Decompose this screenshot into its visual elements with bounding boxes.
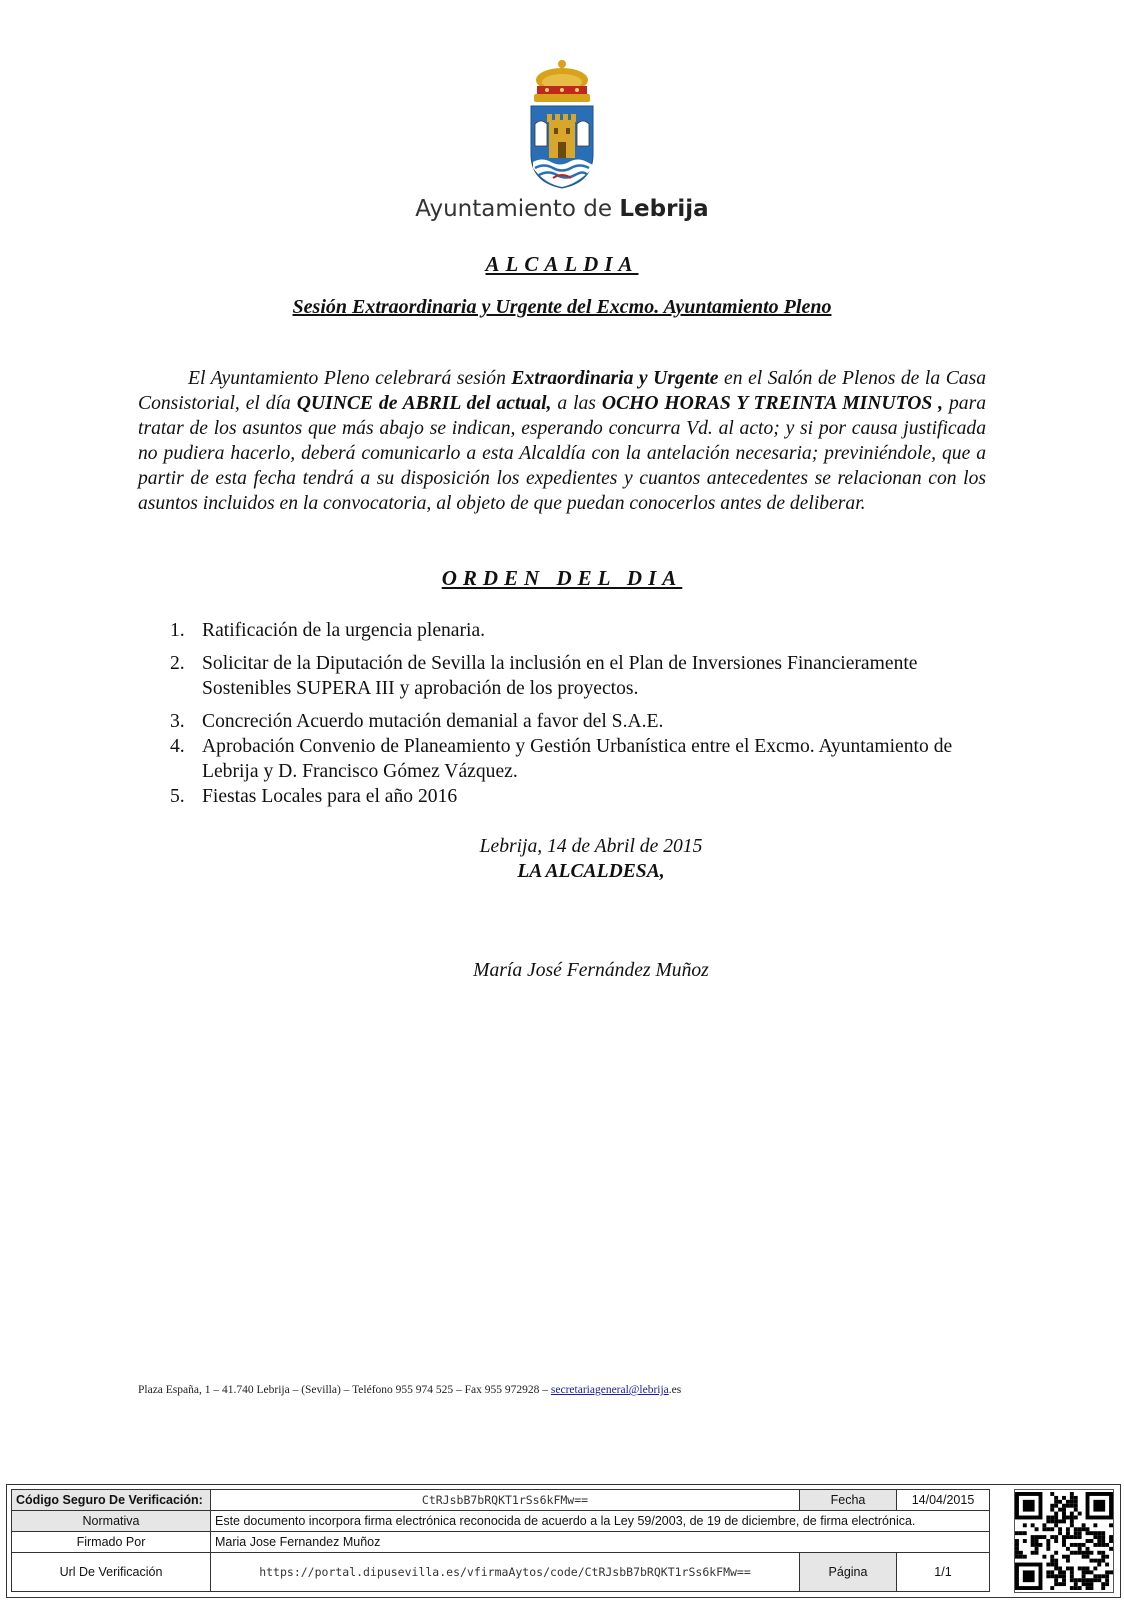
csv-value: CtRJsbB7bRQKT1rSs6kFMw== bbox=[211, 1490, 800, 1511]
qr-code bbox=[1014, 1489, 1114, 1593]
office-heading: ALCALDIA bbox=[485, 252, 639, 276]
agenda-list bbox=[170, 618, 990, 817]
page-label: Página bbox=[800, 1553, 897, 1592]
agenda-item: 2. Solicitar de la Diputación de Sevilla la inclusión en el Plan de Inversiones Financieramente Sostenibles SUPERA III y aprobación de los proyectos. bbox=[170, 653, 918, 699]
signed-by-value: Maria Jose Fernandez Muñoz bbox=[211, 1532, 990, 1553]
coat-of-arms-icon bbox=[517, 58, 607, 190]
signatory-role: LA ALCALDESA, bbox=[517, 861, 665, 882]
signatory-name: María José Fernández Muñoz bbox=[473, 960, 709, 981]
verification-url[interactable]: https://portal.dipusevilla.es/vfirmaAytos/code/CtRJsbB7bRQKT1rSs6kFMw== bbox=[211, 1553, 800, 1592]
normativa-value: Este documento incorpora firma electrónica reconocida de acuerdo a la Ley 59/2003, de 19 de diciembre, de firma electrónica. bbox=[211, 1511, 990, 1532]
place-date: Lebrija, 14 de Abril de 2015 bbox=[479, 836, 703, 857]
page-value: 1/1 bbox=[897, 1553, 990, 1592]
agenda-title: ORDEN DEL DIA bbox=[441, 566, 683, 590]
csv-label: Código Seguro De Verificación: bbox=[12, 1490, 211, 1511]
agenda-item: 1. Ratificación de la urgencia plenaria. bbox=[170, 620, 486, 641]
date-label: Fecha bbox=[800, 1490, 897, 1511]
municipality-prefix: Ayuntamiento de bbox=[415, 196, 613, 222]
qr-code-icon bbox=[1015, 1490, 1113, 1592]
verification-box bbox=[6, 1484, 1121, 1598]
contact-address: Plaza España, 1 – 41.740 Lebrija – (Sevilla) – Teléfono 955 974 525 – Fax 955 972928 – secretariageneral@lebrija.es bbox=[138, 1384, 682, 1396]
session-title: Sesión Extraordinaria y Urgente del Excmo. Ayuntamiento Pleno bbox=[292, 296, 832, 318]
url-label: Url De Verificación bbox=[12, 1553, 211, 1592]
agenda-item: 4. Aprobación Convenio de Planeamiento y Gestión Urbanística entre el Excmo. Ayuntamiento de Lebrija y D. Francisco Gómez Vázquez. bbox=[170, 736, 953, 782]
date-value: 14/04/2015 bbox=[897, 1490, 990, 1511]
email-link[interactable]: secretariageneral@lebrija bbox=[550, 1384, 669, 1396]
coat-of-arms bbox=[0, 58, 1124, 190]
normativa-label: Normativa bbox=[12, 1511, 211, 1532]
convocation-paragraph: El Ayuntamiento Pleno celebrará sesión Extraordinaria y Urgente en el Salón de Plenos de la Casa Consistorial, el día QUINCE de ABRIL del actual, a las OCHO HORAS Y TREINTA MINUTOS , para tratar de los asuntos que más abajo se indican, esperando concurra Vd. al acto; y si por causa justificada no pudiera hacerlo, deberá comunicarlo a esta Alcaldía con la antelación necesaria; previniéndole, que a partir de esta fecha tendrá a su disposición los expedientes y cuantos antecedentes se relacionan con los asuntos incluidos en la convocatoria, al objeto de que puedan conocerlos antes de deliberar. bbox=[138, 368, 987, 514]
municipality-logo-text bbox=[0, 196, 1124, 222]
verification-table bbox=[11, 1489, 990, 1592]
municipality-name: Lebrija bbox=[619, 196, 709, 222]
agenda-item: 5. Fiestas Locales para el año 2016 bbox=[170, 786, 458, 807]
signed-by-label: Firmado Por bbox=[12, 1532, 211, 1553]
agenda-item: 3. Concreción Acuerdo mutación demanial a favor del S.A.E. bbox=[170, 711, 664, 732]
